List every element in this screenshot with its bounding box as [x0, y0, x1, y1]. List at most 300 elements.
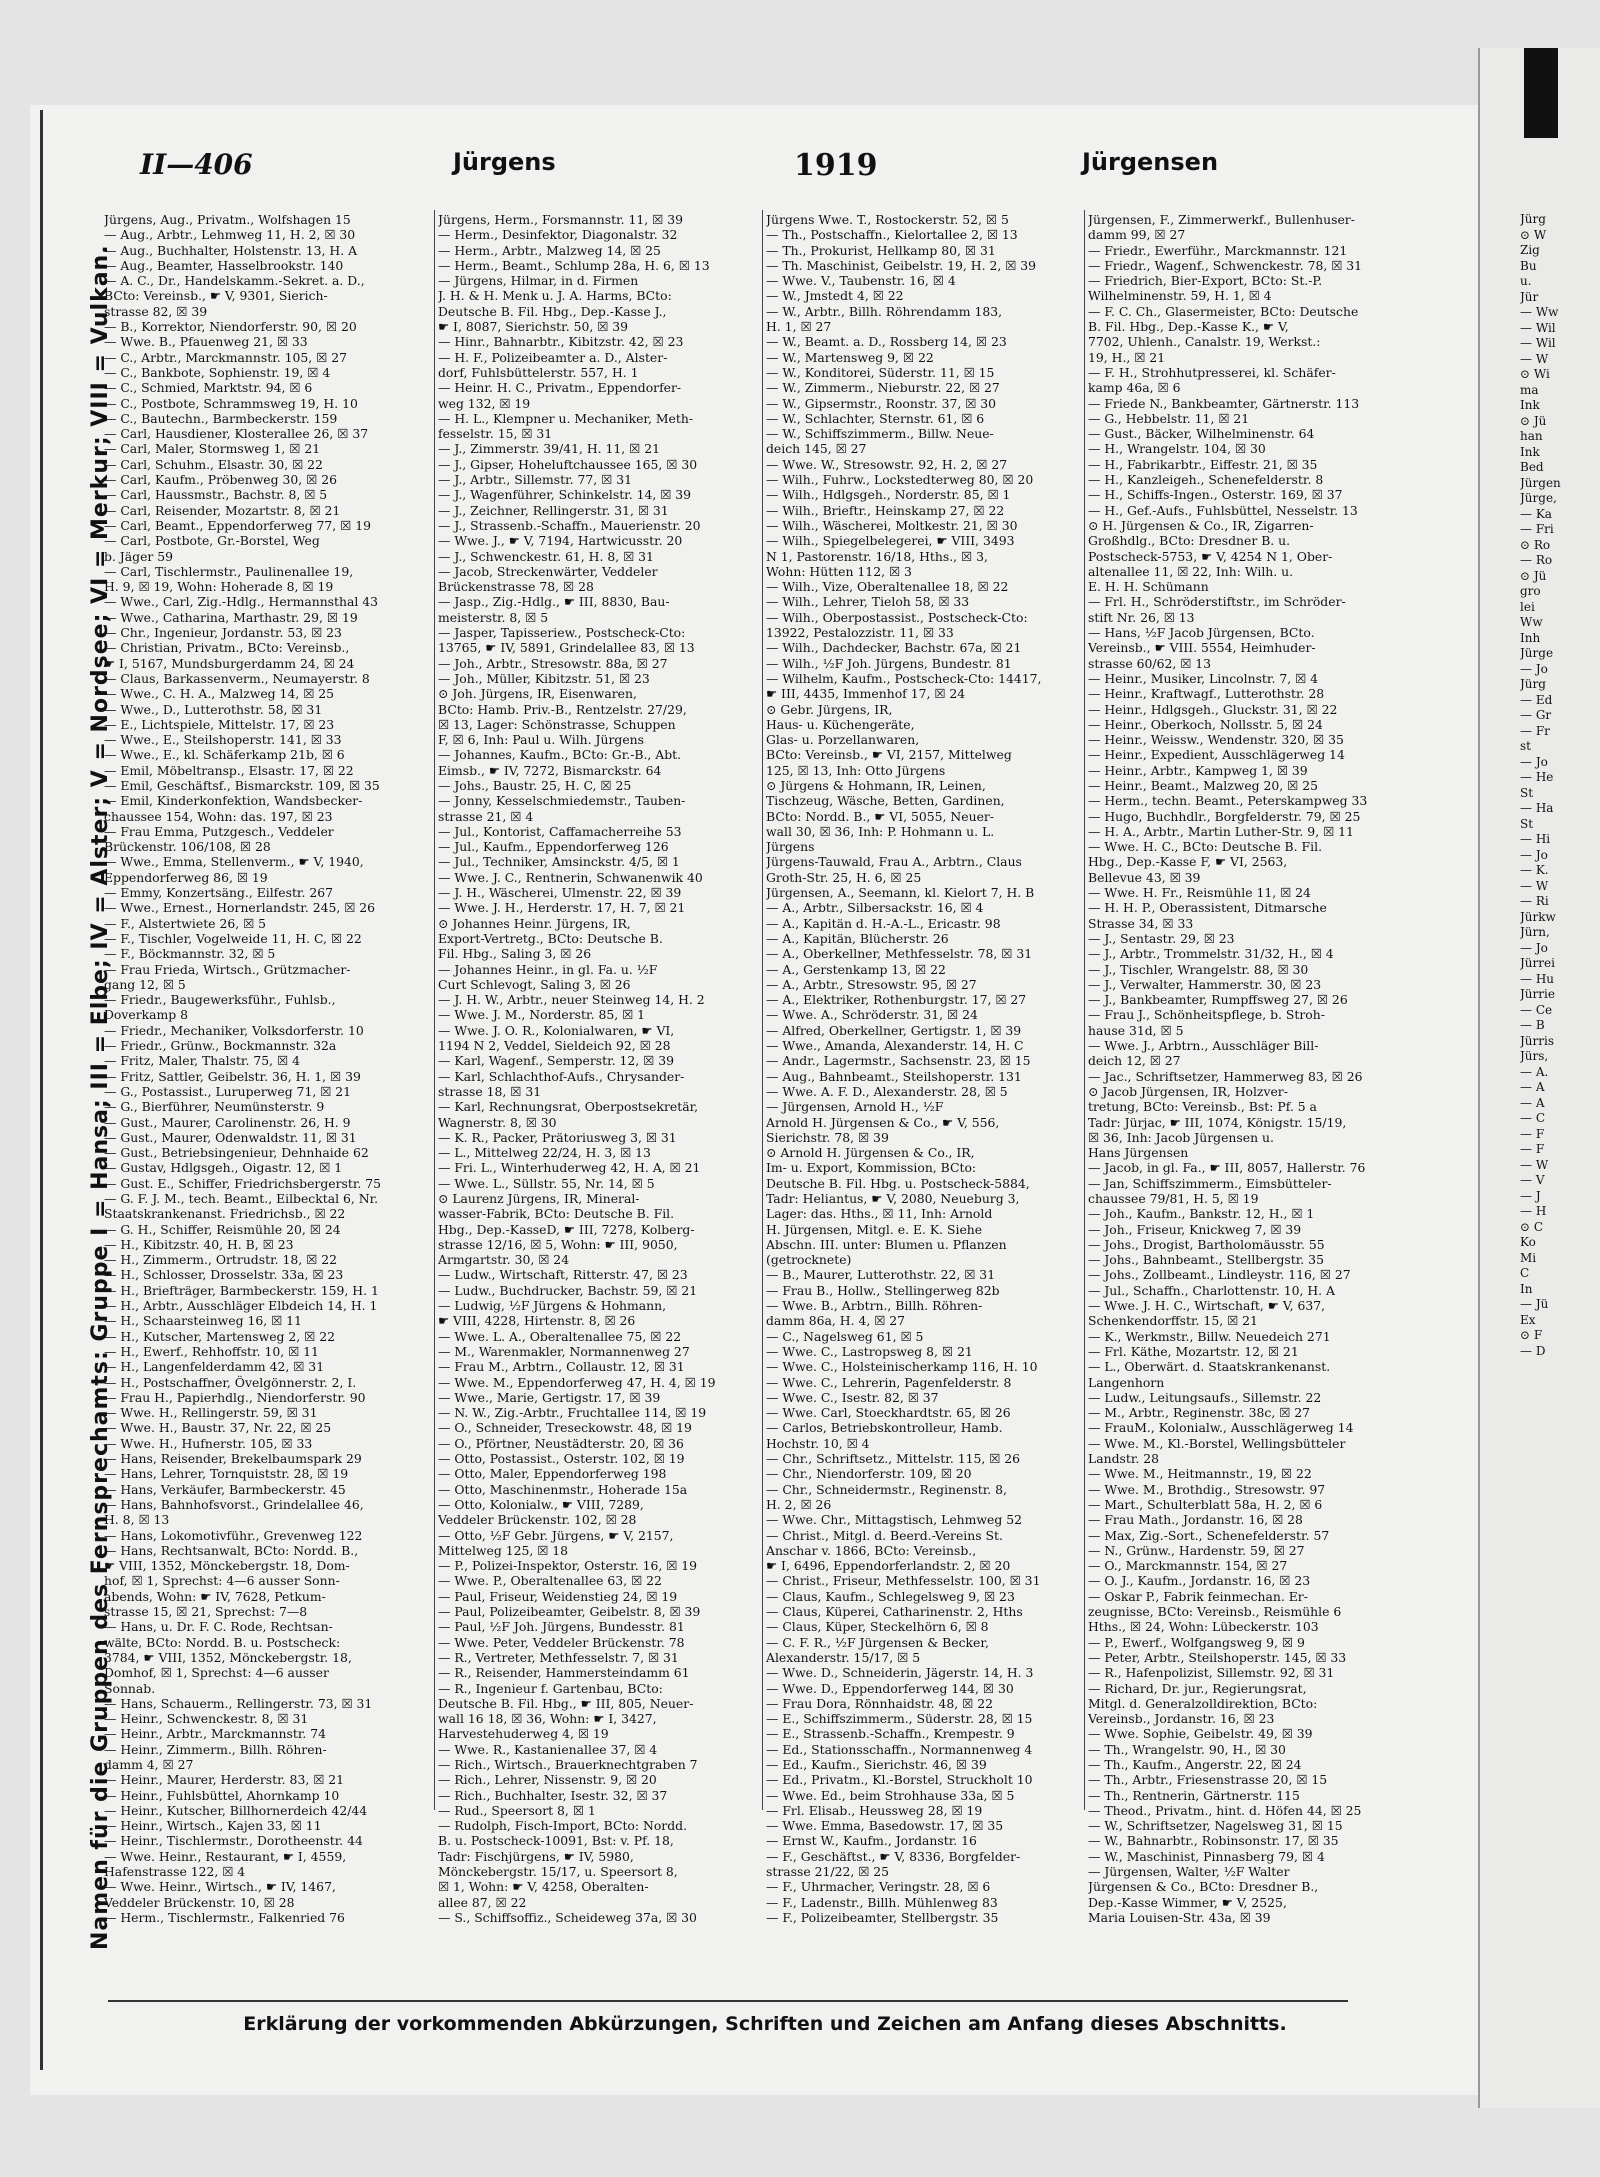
directory-entry-line: wasser-Fabrik, BCto: Deutsche B. Fil.	[438, 1206, 675, 1222]
directory-entry-line: Vereinsb., Jordanstr. 16, ☒ 23	[1088, 1711, 1275, 1727]
adjacent-page-line: — D	[1520, 1343, 1546, 1358]
directory-entry-line: — Alfred, Oberkellner, Gertigstr. 1, ☒ 39	[766, 1022, 1022, 1038]
directory-entry-line: chaussee 79/81, H. 5, ☒ 19	[1088, 1191, 1259, 1206]
directory-entry-line: — Wwe. R., Kastanienallee 37, ☒ 4	[438, 1741, 658, 1757]
adjacent-page-line: Zig	[1520, 243, 1540, 257]
adjacent-page-line: Jürge,	[1520, 491, 1557, 505]
directory-entry-line: Harvestehuderweg 4, ☒ 19	[438, 1726, 609, 1742]
directory-entry-line: — G., Hebbelstr. 11, ☒ 21	[1088, 410, 1250, 426]
directory-entry-line: — Friede N., Bankbeamter, Gärtnerstr. 113	[1088, 395, 1360, 411]
directory-entry-line: — Th. Maschinist, Geibelstr. 19, H. 2, ☒ 39	[766, 257, 1037, 273]
adjacent-page-line: ⊙ W	[1520, 227, 1547, 242]
adjacent-page-line: — W	[1520, 351, 1549, 366]
directory-entry-line: — Otto, Kolonialw., ☛ VIII, 7289,	[438, 1496, 644, 1512]
directory-entry-line: — Hans, Schauerm., Rellingerstr. 73, ☒ 31	[104, 1695, 373, 1711]
directory-entry-line: — Jac., Schriftsetzer, Hammerweg 83, ☒ 26	[1088, 1068, 1363, 1084]
directory-entry-line: — Christ., Mitgl. d. Beerd.-Vereins St.	[766, 1527, 1003, 1543]
directory-entry-line: — Th., Postschaffn., Kielortallee 2, ☒ 13	[766, 227, 1018, 243]
adjacent-page-line: — Ha	[1520, 801, 1554, 815]
directory-entry-line: ⊙ Jürgens & Hohmann, IR, Leinen,	[766, 777, 986, 793]
directory-entry-line: — R., Hafenpolizist, Sillemstr. 92, ☒ 31	[1088, 1665, 1335, 1681]
directory-entry-line: — Wwe. L. A., Oberaltenallee 75, ☒ 22	[438, 1328, 682, 1344]
directory-entry-line: — Friedr., Ewerführ., Marckmannstr. 121	[1088, 242, 1348, 258]
directory-entry-line: Jürgens Wwe. T., Rostockerstr. 52, ☒ 5	[766, 212, 1009, 227]
directory-entry-line: — J., Zimmerstr. 39/41, H. 11, ☒ 21	[438, 441, 660, 457]
directory-entry-line: — W., Schriftsetzer, Nagelsweg 31, ☒ 15	[1088, 1818, 1343, 1834]
directory-entry-line: — Chr., Niendorferstr. 109, ☒ 20	[766, 1466, 972, 1482]
directory-entry-line: — Wwe. W., Stresowstr. 92, H. 2, ☒ 27	[766, 456, 1008, 472]
binding-mark	[1524, 48, 1558, 138]
directory-entry-line: Sierichstr. 78, ☒ 39	[766, 1129, 889, 1145]
directory-entry-line: — H., Gef.-Aufs., Fuhlsbüttel, Nesselstr. 13	[1088, 502, 1358, 518]
directory-entry-line: Hbg., Dep.-Kasse F, ☛ VI, 2563,	[1088, 854, 1288, 870]
directory-entry-line: Hths., ☒ 24, Wohn: Lübeckerstr. 103	[1088, 1619, 1319, 1635]
directory-entry-line: — Frau J., Schönheitspflege, b. Stroh-	[1088, 1007, 1325, 1023]
directory-entry-line: — P., Polizei-Inspektor, Osterstr. 16, ☒ 19	[438, 1558, 698, 1574]
directory-entry-line: altenallee 11, ☒ 22, Inh: Wilh. u.	[1088, 563, 1294, 579]
directory-entry-line: — C., Postbote, Schrammsweg 19, H. 10	[104, 395, 358, 411]
page-number: II—406	[140, 148, 253, 181]
directory-entry-line: — Ludwig, ½F Jürgens & Hohmann,	[438, 1298, 667, 1314]
directory-entry-line: — H. F., Polizeibeamter a. D., Alster-	[438, 349, 668, 365]
directory-entry-line: — Otto, Maschinenmstr., Hoherade 15a	[438, 1481, 688, 1497]
directory-entry-line: Großhdlg., BCto: Dresdner B. u.	[1088, 533, 1291, 549]
directory-entry-line: — Gust., Bäcker, Wilhelminenstr. 64	[1088, 426, 1315, 442]
directory-entry-line: — J., Tischler, Wrangelstr. 88, ☒ 30	[1088, 961, 1309, 977]
directory-entry-line: — Frl. H., Schröderstiftstr., im Schröder-	[1088, 594, 1346, 610]
directory-entry-line: — Wwe. B., Arbtrn., Billh. Röhren-	[766, 1298, 983, 1314]
adjacent-page-line: ⊙ F	[1520, 1328, 1543, 1342]
directory-entry-line: — F., Böckmannstr. 32, ☒ 5	[104, 946, 276, 962]
directory-entry-line: — Carl, Haussmstr., Bachstr. 8, ☒ 5	[104, 487, 328, 503]
directory-entry-line: — Chr., Schriftsetz., Mittelstr. 115, ☒ 26	[766, 1451, 1021, 1467]
directory-entry-line: — Heinr., Arbtr., Kampweg 1, ☒ 39	[1088, 762, 1308, 778]
directory-entry-line: — A., Gerstenkamp 13, ☒ 22	[766, 961, 946, 977]
directory-entry-line: — O., Schneider, Treseckowstr. 48, ☒ 19	[438, 1420, 692, 1436]
directory-entry-line: — Th., Prokurist, Hellkamp 80, ☒ 31	[766, 242, 996, 258]
adjacent-page-line: — Gr	[1520, 708, 1552, 722]
directory-entry-line: — Hugo, Buchhdlr., Borgfelderstr. 79, ☒ 25	[1088, 808, 1361, 824]
directory-entry-line: Fil. Hbg., Saling 3, ☒ 26	[438, 946, 592, 962]
directory-entry-line: ☒ 1, Wohn: ☛ V, 4258, Oberalten-	[438, 1879, 649, 1895]
directory-entry-line: damm 4, ☒ 27	[104, 1756, 194, 1772]
adjacent-page-line: — A	[1520, 1095, 1545, 1110]
directory-entry-line: — Claus, Barkassenverm., Neumayerstr. 8	[104, 670, 370, 686]
directory-entry-line: stift Nr. 26, ☒ 13	[1088, 609, 1195, 625]
directory-entry-line: — F., Tischler, Vogelweide 11, H. C, ☒ 22	[104, 930, 362, 946]
directory-entry-line: — H. L., Klempner u. Mechaniker, Meth-	[438, 410, 694, 426]
adjacent-page-line: han	[1520, 429, 1543, 443]
directory-entry-line: H. 1, ☒ 27	[766, 319, 832, 335]
directory-entry-line: — Wwe. Heinr., Wirtsch., ☛ IV, 1467,	[104, 1879, 336, 1895]
adjacent-page-line: — K.	[1520, 863, 1549, 877]
directory-entry-line: — Gust., Maurer, Odenwaldstr. 11, ☒ 31	[104, 1129, 357, 1145]
directory-entry-line: — Wwe. L., Süllstr. 55, Nr. 14, ☒ 5	[438, 1175, 655, 1191]
adjacent-page-line: St	[1520, 816, 1534, 831]
directory-entry-line: — Wwe. Chr., Mittagstisch, Lehmweg 52	[766, 1512, 1022, 1528]
directory-entry-line: Alexanderstr. 15/17, ☒ 5	[766, 1649, 921, 1665]
left-border	[40, 110, 43, 2070]
directory-entry-line: strasse 12/16, ☒ 5, Wohn: ☛ III, 9050,	[438, 1236, 678, 1252]
directory-entry-line: — Carl, Postbote, Gr.-Borstel, Weg	[104, 533, 320, 549]
adjacent-page-line: ma	[1520, 382, 1539, 397]
directory-entry-line: — Wilh., ½F Joh. Jürgens, Bundestr. 81	[766, 655, 1012, 671]
adjacent-page-line: ⊙ C	[1520, 1219, 1544, 1234]
directory-entry-line: — B., Maurer, Lutterothstr. 22, ☒ 31	[766, 1267, 996, 1283]
directory-entry-line: Veddeler Brückenstr. 102, ☒ 28	[438, 1512, 637, 1528]
adjacent-page-line: — F	[1520, 1142, 1545, 1156]
directory-entry-line: — L., Mittelweg 22/24, H. 3, ☒ 13	[438, 1145, 651, 1161]
adjacent-page-line: ⊙ Jü	[1520, 413, 1547, 428]
directory-entry-line: — O. J., Kaufm., Jordanstr. 16, ☒ 23	[1088, 1573, 1311, 1589]
directory-entry-line: — Jul., Kaufm., Eppendorferweg 126	[438, 839, 669, 855]
directory-entry-line: — Heinr., Wirtsch., Kajen 33, ☒ 11	[104, 1818, 322, 1834]
directory-entry-line: — Wwe. Sophie, Geibelstr. 49, ☒ 39	[1088, 1726, 1313, 1742]
adjacent-page-line: — He	[1520, 770, 1554, 784]
directory-entry-line: Tadr: Fischjürgens, ☛ IV, 5980,	[438, 1848, 634, 1864]
directory-entry-line: — W., Bahnarbtr., Robinsonstr. 17, ☒ 35	[1088, 1833, 1339, 1849]
directory-entry-line: — C. F. R., ½F Jürgensen & Becker,	[766, 1634, 989, 1650]
directory-entry-line: ☛ I, 5167, Mundsburgerdamm 24, ☒ 24	[104, 655, 355, 671]
directory-entry-line: — Wwe. M., Brothdig., Stresowstr. 97	[1088, 1481, 1326, 1497]
directory-entry-line: — Frau Math., Jordanstr. 16, ☒ 28	[1088, 1512, 1303, 1528]
directory-entry-line: — Heinr., Kutscher, Billhornerdeich 42/44	[104, 1802, 368, 1818]
directory-entry-line: — Gust., Betriebsingenieur, Dehnhaide 62	[104, 1145, 369, 1161]
adjacent-page-line: Jürg	[1520, 677, 1546, 691]
adjacent-page-line: — F	[1520, 1126, 1545, 1141]
directory-entry-line: Export-Vertretg., BCto: Deutsche B.	[438, 930, 663, 946]
directory-entry-line: — Wwe. H., Hufnerstr. 105, ☒ 33	[104, 1435, 313, 1451]
directory-entry-line: — Frau Frieda, Wirtsch., Grützmacher-	[104, 961, 351, 977]
directory-entry-line: — R., Reisender, Hammersteindamm 61	[438, 1665, 690, 1681]
directory-entry-line: — J., Bankbeamter, Rumpffsweg 27, ☒ 26	[1088, 992, 1348, 1008]
directory-entry-line: — Rich., Lehrer, Nissenstr. 9, ☒ 20	[438, 1772, 657, 1788]
directory-entry-line: — Wwe. P., Oberaltenallee 63, ☒ 22	[438, 1573, 662, 1589]
directory-entry-line: — Wilhelm, Kaufm., Postscheck-Cto: 14417,	[766, 670, 1042, 686]
adjacent-page-line: — Ce	[1520, 1002, 1553, 1017]
adjacent-page-line: — Jo	[1520, 754, 1548, 769]
directory-entry-line: wälte, BCto: Nordd. B. u. Postscheck:	[104, 1634, 341, 1650]
directory-entry-line: — Jonny, Kesselschmiedemstr., Tauben-	[438, 793, 686, 809]
adjacent-page-line: Jür	[1520, 289, 1539, 304]
directory-entry-line: — Jasper, Tapisseriew., Postscheck-Cto:	[438, 625, 686, 641]
directory-entry-line: — J., Zeichner, Rellingerstr. 31, ☒ 31	[438, 502, 669, 518]
directory-entry-line: allee 87, ☒ 22	[438, 1894, 527, 1910]
directory-entry-line: — Heinr., Tischlermstr., Dorotheenstr. 44	[104, 1833, 363, 1849]
adjacent-page-line: ⊙ Ro	[1520, 537, 1551, 552]
directory-entry-line: — A. C., Dr., Handelskamm.-Sekret. a. D.,	[104, 273, 365, 289]
directory-entry-line: — Jasp., Zig.-Hdlg., ☛ III, 8830, Bau-	[438, 594, 670, 610]
directory-entry-line: zeugnisse, BCto: Vereinsb., Reismühle 6	[1088, 1604, 1342, 1620]
directory-entry-line: — Jan, Schiffszimmerm., Eimsbütteler-	[1088, 1175, 1332, 1191]
adjacent-page-line: Jürrei	[1520, 956, 1555, 970]
adjacent-page-line: — Jü	[1520, 1297, 1549, 1311]
directory-entry-line: — Jürgensen, Arnold H., ½F	[766, 1099, 944, 1115]
directory-entry-line: ☛ VIII, 1352, Mönckebergstr. 18, Dom-	[104, 1558, 350, 1574]
directory-entry-line: Glas- u. Porzellanwaren,	[766, 732, 920, 748]
directory-entry-line: — Heinr., Schwenckestr. 8, ☒ 31	[104, 1711, 309, 1727]
directory-entry-line: 13765, ☛ IV, 5891, Grindelallee 83, ☒ 13	[438, 640, 695, 656]
directory-entry-line: — Hans, ½F Jacob Jürgensen, BCto.	[1088, 625, 1315, 641]
adjacent-page-line: Jürris	[1520, 1033, 1555, 1048]
directory-entry-line: — Friedr., Mechaniker, Volksdorferstr. 10	[104, 1022, 364, 1038]
left-heading: Jürgens	[453, 148, 556, 176]
directory-entry-line: — Ernst W., Kaufm., Jordanstr. 16	[766, 1833, 977, 1849]
directory-entry-line: — Aug., Buchhalter, Holstenstr. 13, H. A	[104, 242, 358, 258]
directory-entry-line: — Paul, Friseur, Weidenstieg 24, ☒ 19	[438, 1588, 678, 1604]
directory-entry-line: Tadr: Heliantus, ☛ V, 2080, Neueburg 3,	[766, 1191, 1020, 1206]
column-4	[1088, 212, 1416, 1925]
directory-entry-line: dorf, Fuhlsbüttelerstr. 557, H. 1	[438, 364, 639, 380]
adjacent-page-line: — H	[1520, 1204, 1547, 1218]
directory-entry-line: — W., Zimmerm., Nieburstr. 22, ☒ 27	[766, 380, 1000, 396]
directory-entry-line: Deutsche B. Fil. Hbg., Dep.-Kasse J.,	[438, 303, 667, 319]
directory-entry-line: — Oskar P., Fabrik feinmechan. Er-	[1088, 1588, 1308, 1604]
column-3	[766, 212, 1094, 1925]
directory-entry-line: — G. H., Schiffer, Reismühle 20, ☒ 24	[104, 1221, 341, 1237]
directory-entry-line: — Otto, Postassist., Osterstr. 102, ☒ 19	[438, 1451, 685, 1467]
directory-entry-line: — Wwe. B., Pfauenweg 21, ☒ 33	[104, 334, 308, 350]
directory-entry-line: — F. H., Strohhutpresserei, kl. Schäfer-	[1088, 364, 1336, 380]
directory-entry-line: — Johs., Baustr. 25, H. C, ☒ 25	[438, 777, 632, 793]
directory-entry-line: — Johannes Heinr., in gl. Fa. u. ½F	[438, 961, 658, 977]
directory-entry-line: — Emil, Geschäftsf., Bismarckstr. 109, ☒ 35	[104, 777, 380, 793]
directory-entry-line: strasse 21/22, ☒ 25	[766, 1864, 890, 1880]
directory-entry-line: Jürgensen & Co., BCto: Dresdner B.,	[1088, 1879, 1319, 1895]
directory-entry-line: — Wwe., D., Lutterothstr. 58, ☒ 31	[104, 701, 323, 717]
directory-entry-line: — Heinr., Arbtr., Marckmannstr. 74	[104, 1726, 327, 1742]
directory-entry-line: — W., Martensweg 9, ☒ 22	[766, 349, 934, 365]
adjacent-page-line: Ex	[1520, 1312, 1536, 1327]
directory-entry-line: — W., Gipsermstr., Roonstr. 37, ☒ 30	[766, 395, 997, 411]
directory-entry-line: BCto: Hamb. Priv.-B., Rentzelstr. 27/29,	[438, 701, 687, 717]
directory-entry-line: — Frau B., Hollw., Stellingerweg 82b	[766, 1282, 1000, 1298]
directory-entry-line: — Aug., Bahnbeamt., Steilshoperstr. 131	[766, 1068, 1022, 1084]
directory-entry-line: — Rich., Buchhalter, Isestr. 32, ☒ 37	[438, 1787, 668, 1803]
directory-entry-line: — J., Arbtr., Sillemstr. 77, ☒ 31	[438, 472, 633, 488]
directory-entry-line: ⊙ Gebr. Jürgens, IR,	[766, 701, 893, 717]
directory-entry-line: ⊙ Joh. Jürgens, IR, Eisenwaren,	[438, 686, 637, 702]
directory-entry-line: — Herm., Desinfektor, Diagonalstr. 32	[438, 227, 678, 243]
directory-entry-line: Eppendorferweg 86, ☒ 19	[104, 869, 268, 885]
directory-entry-line: Hans Jürgensen	[1088, 1145, 1189, 1161]
directory-entry-line: — Rudolph, Fisch-Import, BCto: Nordd.	[438, 1818, 688, 1834]
directory-entry-line: 13922, Pestalozzistr. 11, ☒ 33	[766, 625, 954, 641]
directory-entry-line: — Claus, Küper, Steckelhörn 6, ☒ 8	[766, 1619, 989, 1635]
adjacent-page-line: Jürrie	[1520, 987, 1555, 1001]
directory-entry-line: — E., Schiffszimmerm., Süderstr. 28, ☒ 15	[766, 1711, 1033, 1727]
directory-entry-line: — F. C. Ch., Glasermeister, BCto: Deutsche	[1088, 303, 1359, 319]
directory-entry-line: — Wilh., Dachdecker, Bachstr. 67a, ☒ 21	[766, 640, 1022, 656]
directory-entry-line: — F., Alstertwiete 26, ☒ 5	[104, 915, 267, 931]
directory-entry-line: Groth-Str. 25, H. 6, ☒ 25	[766, 869, 922, 885]
directory-entry-line: — Herm., techn. Beamt., Peterskampweg 33	[1088, 793, 1368, 809]
directory-entry-line: — Wwe. D., Eppendorferweg 144, ☒ 30	[766, 1680, 1014, 1696]
directory-entry-line: Tadr: Jürjac, ☛ III, 1074, Königstr. 15/19,	[1088, 1114, 1347, 1130]
directory-entry-line: — Wwe. Heinr., Restaurant, ☛ I, 4559,	[104, 1848, 347, 1864]
adjacent-page-line: — Jo	[1520, 847, 1548, 862]
directory-entry-line: — Fritz, Maler, Thalstr. 75, ☒ 4	[104, 1053, 300, 1069]
footer-rule	[108, 2000, 1348, 2002]
directory-entry-line: — Th., Rentnerin, Gärtnerstr. 115	[1088, 1787, 1300, 1803]
directory-entry-line: — Heinr., Zimmerm., Billh. Röhren-	[104, 1741, 327, 1757]
directory-entry-line: — Otto, Maler, Eppendorferweg 198	[438, 1466, 667, 1482]
adjacent-page-line: — V	[1520, 1173, 1545, 1187]
directory-entry-line: — Wilh., Hdlgsgeh., Norderstr. 85, ☒ 1	[766, 487, 1011, 503]
directory-entry-line: — Rich., Wirtsch., Brauerknechtgraben 7	[438, 1756, 698, 1772]
directory-entry-line: Dep.-Kasse Wimmer, ☛ V, 2525,	[1088, 1894, 1287, 1910]
directory-entry-line: — Wwe. J., ☛ V, 7194, Hartwicusstr. 20	[438, 533, 683, 549]
directory-entry-line: — A., Elektriker, Rothenburgstr. 17, ☒ 27	[766, 992, 1027, 1008]
directory-entry-line: Deutsche B. Fil. Hbg., ☛ III, 805, Neuer-	[438, 1695, 694, 1711]
directory-entry-line: Bellevue 43, ☒ 39	[1088, 869, 1201, 885]
directory-entry-line: — Heinr., Weissw., Wendenstr. 320, ☒ 35	[1088, 732, 1344, 748]
adjacent-page-line: Bed	[1520, 460, 1544, 474]
adjacent-page-line: St	[1520, 785, 1534, 800]
directory-entry-line: — Otto, ½F Gebr. Jürgens, ☛ V, 2157,	[438, 1527, 674, 1543]
directory-entry-line: ☒ 13, Lager: Schönstrasse, Schuppen	[438, 716, 676, 732]
directory-entry-line: — W., Beamt. a. D., Rossberg 14, ☒ 23	[766, 334, 1007, 350]
directory-entry-line: Wilhelminenstr. 59, H. 1, ☒ 4	[1088, 288, 1272, 304]
directory-entry-line: — Heinr. H. C., Privatm., Eppendorfer-	[438, 380, 682, 396]
directory-entry-line: — Johannes, Kaufm., BCto: Gr.-B., Abt.	[438, 747, 682, 763]
directory-entry-line: — Herm., Beamt., Schlump 28a, H. 6, ☒ 13	[438, 257, 710, 273]
directory-entry-line: — M., Arbtr., Reginenstr. 38c, ☒ 27	[1088, 1405, 1311, 1421]
directory-entry-line: strasse 15, ☒ 21, Sprechst: 7—8	[104, 1604, 308, 1620]
directory-entry-line: Jürgens, Aug., Privatm., Wolfshagen 15	[104, 212, 351, 227]
directory-entry-line: — Rud., Speersort 8, ☒ 1	[438, 1802, 596, 1818]
adjacent-page-line: Jürs,	[1520, 1049, 1549, 1063]
adjacent-page-line: — Wil	[1520, 336, 1556, 350]
adjacent-page-line: gro	[1520, 584, 1541, 598]
adjacent-page-line: — Jo	[1520, 940, 1548, 955]
directory-entry-line: — G., Bierführer, Neumünsterstr. 9	[104, 1099, 325, 1115]
directory-entry-line: — Carl, Beamt., Eppendorferweg 77, ☒ 19	[104, 517, 371, 533]
directory-entry-line: Schenkendorffstr. 15, ☒ 21	[1088, 1313, 1258, 1329]
directory-entry-line: — Heinr., Maurer, Herderstr. 83, ☒ 21	[104, 1772, 345, 1788]
adjacent-page-line: — W	[1520, 1157, 1549, 1172]
directory-entry-line: — W., Konditorei, Süderstr. 11, ☒ 15	[766, 364, 995, 380]
directory-entry-line: — C., Nagelsweg 61, ☒ 5	[766, 1328, 924, 1344]
directory-entry-line: Anschar v. 1866, BCto: Vereinsb.,	[766, 1542, 977, 1558]
directory-entry-line: — G. F. J. M., tech. Beamt., Eilbecktal 6, Nr.	[104, 1191, 379, 1206]
directory-entry-line: 3784, ☛ VIII, 1352, Mönckebergstr. 18,	[104, 1649, 352, 1665]
directory-entry-line: N 1, Pastorenstr. 16/18, Hths., ☒ 3,	[766, 548, 988, 564]
adjacent-page-line: Ink	[1520, 398, 1540, 412]
directory-entry-line: deich 12, ☒ 27	[1088, 1053, 1181, 1069]
directory-entry-line: — J., Wagenführer, Schinkelstr. 14, ☒ 39	[438, 487, 692, 503]
directory-entry-line: kamp 46a, ☒ 6	[1088, 380, 1181, 396]
directory-entry-line: — Carlos, Betriebskontrolleur, Hamb.	[766, 1420, 1003, 1436]
adjacent-page-line: — Ka	[1520, 506, 1552, 521]
directory-entry-line: hof, ☒ 1, Sprechst: 4—6 ausser Sonn-	[104, 1573, 340, 1589]
directory-entry-line: — Wwe., E., Steilshoperstr. 141, ☒ 33	[104, 732, 342, 748]
directory-entry-line: — Carl, Maler, Stormsweg 1, ☒ 21	[104, 441, 321, 457]
directory-entry-line: — Wilh., Spiegelbelegerei, ☛ VIII, 3493	[766, 533, 1015, 549]
directory-entry-line: — Claus, Küperei, Catharinenstr. 2, Hths	[766, 1604, 1023, 1620]
directory-entry-line: (getrocknete)	[766, 1252, 852, 1268]
directory-entry-line: — Herm., Tischlermstr., Falkenried 76	[104, 1909, 345, 1925]
directory-entry-line: — M., Warenmakler, Normannenweg 27	[438, 1343, 690, 1359]
directory-entry-line: Mönckebergstr. 15/17, u. Speersort 8,	[438, 1864, 678, 1880]
directory-entry-line: Hafenstrasse 122, ☒ 4	[104, 1864, 246, 1880]
directory-entry-line: ⊙ Jacob Jürgensen, IR, Holzver-	[1088, 1083, 1288, 1099]
directory-entry-line: — J., Strassenb.-Schaffn., Mauerienstr. 20	[438, 517, 701, 533]
adjacent-page-line: — Fr	[1520, 723, 1550, 738]
directory-entry-line: Eimsb., ☛ IV, 7272, Bismarckstr. 64	[438, 762, 662, 778]
directory-entry-line: Jürgensen, F., Zimmerwerkf., Bullenhuser-	[1088, 212, 1355, 227]
directory-entry-line: b. Jäger 59	[104, 548, 174, 564]
directory-entry-line: — Wwe., Catharina, Marthastr. 29, ☒ 19	[104, 609, 358, 625]
directory-entry-line: — Fritz, Sattler, Geibelstr. 36, H. 1, ☒ 39	[104, 1068, 361, 1084]
directory-entry-line: Postscheck-5753, ☛ V, 4254 N 1, Ober-	[1088, 548, 1333, 564]
directory-entry-line: — J., Schwenckestr. 61, H. 8, ☒ 31	[438, 548, 654, 564]
adjacent-page-line: — B	[1520, 1018, 1545, 1032]
directory-entry-line: BCto: Vereinsb., ☛ V, 9301, Sierich-	[104, 288, 328, 304]
adjacent-page-line: u.	[1520, 274, 1532, 288]
directory-entry-line: — Carl, Reisender, Mozartstr. 8, ☒ 21	[104, 502, 341, 518]
directory-entry-line: — H., Wrangelstr. 104, ☒ 30	[1088, 441, 1266, 457]
directory-entry-line: Haus- u. Küchengeräte,	[766, 716, 915, 732]
directory-entry-line: — Wilh., Wäscherei, Moltkestr. 21, ☒ 30	[766, 517, 1018, 533]
directory-entry-line: — Jacob, Streckenwärter, Veddeler	[438, 563, 658, 579]
column-2	[438, 212, 766, 1925]
directory-entry-line: — Wwe. C., Holsteinischerkamp 116, H. 10	[766, 1359, 1038, 1375]
directory-entry-line: Landstr. 28	[1088, 1451, 1160, 1467]
directory-entry-line: — J. H., Wäscherei, Ulmenstr. 22, ☒ 39	[438, 885, 682, 901]
adjacent-page-line: Ko	[1520, 1235, 1536, 1249]
adjacent-page-line: C	[1520, 1266, 1530, 1280]
directory-entry-line: — Peter, Arbtr., Steilshoperstr. 145, ☒ 33	[1088, 1649, 1347, 1665]
column-divider	[434, 210, 435, 1810]
directory-entry-line: — Heinr., Beamt., Malzweg 20, ☒ 25	[1088, 777, 1318, 793]
adjacent-page-line: Bu	[1520, 258, 1537, 273]
directory-entry-line: 125, ☒ 13, Inh: Otto Jürgens	[766, 762, 946, 778]
directory-entry-line: — H., Arbtr., Ausschläger Elbdeich 14, H. 1	[104, 1298, 378, 1314]
directory-entry-line: — H., Postschaffner, Övelgönnerstr. 2, I.	[104, 1374, 357, 1390]
directory-entry-line: Wagnerstr. 8, ☒ 30	[438, 1114, 557, 1130]
directory-entry-line: — Wwe. J. O. R., Kolonialwaren, ☛ VI,	[438, 1022, 675, 1038]
directory-entry-line: — C., Schmied, Marktstr. 94, ☒ 6	[104, 380, 313, 396]
directory-entry-line: — A., Arbtr., Silbersackstr. 16, ☒ 4	[766, 900, 984, 916]
directory-entry-line: — Wwe. J. M., Norderstr. 85, ☒ 1	[438, 1007, 646, 1023]
directory-entry-line: — Wwe. J. H., Herderstr. 17, H. 7, ☒ 21	[438, 900, 686, 916]
directory-entry-line: — Wilh., Brieftr., Heinskamp 27, ☒ 22	[766, 502, 1005, 518]
directory-entry-line: — H., Kibitzstr. 40, H. B, ☒ 23	[104, 1236, 294, 1252]
adjacent-page-line: In	[1520, 1281, 1533, 1296]
directory-entry-line: Hbg., Dep.-KasseD, ☛ III, 7278, Kolberg-	[438, 1221, 695, 1237]
directory-entry-line: — Richard, Dr. jur., Regierungsrat,	[1088, 1680, 1307, 1696]
directory-entry-line: gang 12, ☒ 5	[104, 976, 186, 992]
directory-entry-line: — S., Schiffsoffiz., Scheideweg 37a, ☒ 30	[438, 1909, 697, 1925]
directory-entry-line: Armgartstr. 30, ☒ 24	[438, 1252, 570, 1268]
directory-entry-line: — Wwe. J. C., Rentnerin, Schwanenwik 40	[438, 869, 703, 885]
directory-entry-line: — Joh., Arbtr., Stresowstr. 88a, ☒ 27	[438, 655, 668, 671]
directory-entry-line: — H., Schlosser, Drosselstr. 33a, ☒ 23	[104, 1267, 344, 1283]
directory-entry-line: Strasse 34, ☒ 33	[1088, 915, 1194, 931]
directory-entry-line: strasse 60/62, ☒ 13	[1088, 655, 1212, 671]
directory-entry-line: ⊙ Laurenz Jürgens, IR, Mineral-	[438, 1191, 640, 1206]
directory-entry-line: — R., Vertreter, Methfesselstr. 7, ☒ 31	[438, 1649, 679, 1665]
directory-entry-line: — K. R., Packer, Prätoriusweg 3, ☒ 31	[438, 1129, 677, 1145]
directory-entry-line: Veddeler Brückenstr. 10, ☒ 28	[104, 1894, 295, 1910]
directory-entry-line: — H., Fabrikarbtr., Eiffestr. 21, ☒ 35	[1088, 456, 1318, 472]
directory-entry-line: — Andr., Lagermstr., Sachsenstr. 23, ☒ 15	[766, 1053, 1031, 1069]
directory-entry-line: — J., Sentastr. 29, ☒ 23	[1088, 930, 1235, 946]
directory-entry-line: — H., Langenfelderdamm 42, ☒ 31	[104, 1359, 325, 1375]
directory-entry-line: tretung, BCto: Vereinsb., Bst: Pf. 5 a	[1088, 1099, 1317, 1115]
directory-entry-line: — E., Strassenb.-Schaffn., Krempestr. 9	[766, 1726, 1015, 1742]
